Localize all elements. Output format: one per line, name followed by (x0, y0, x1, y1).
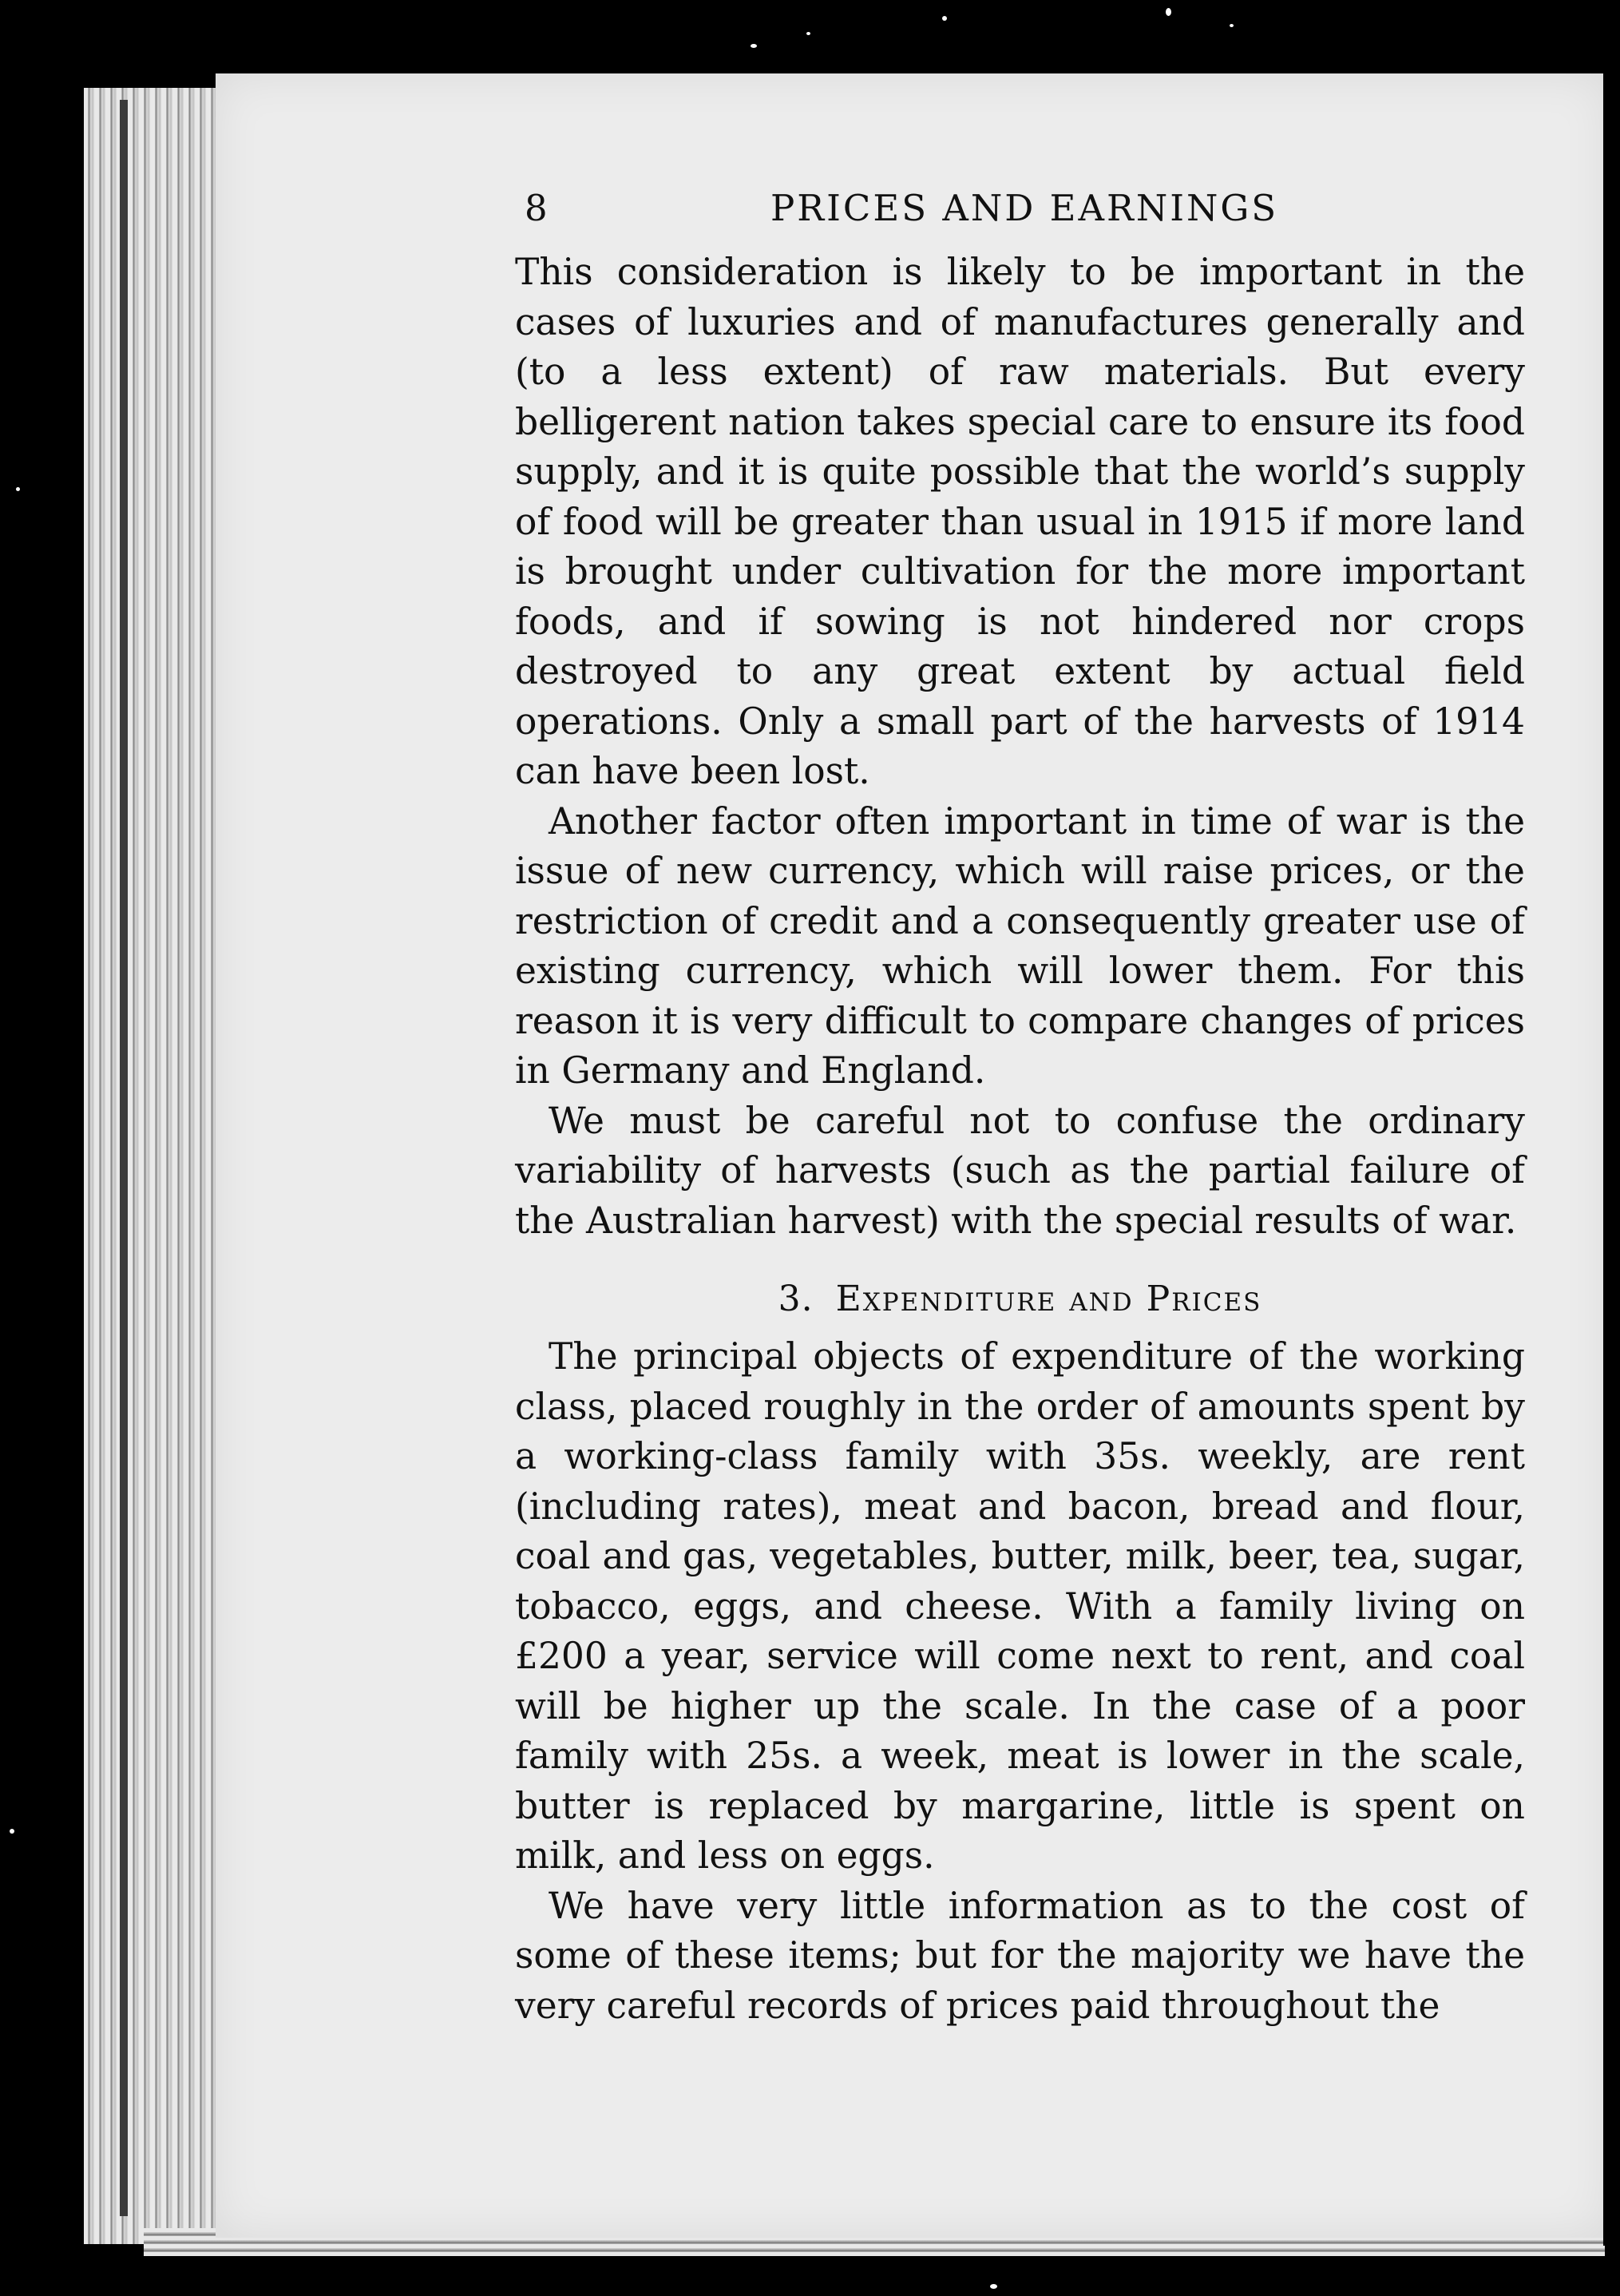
running-title: PRICES AND EARNINGS (770, 187, 1279, 229)
paragraph-5: We have very little information as to the cost of some of these items; but for the majority we have the very careful records of prices paid throughout the (515, 1884, 1525, 2027)
page-text (515, 184, 1525, 2031)
paragraph-2: Another factor often important in time of war is the issue of new currency, which will raise prices, or the restriction of credit and a consequently greater use of existing currency, which will lower them. For this reason it is very difficult to compare changes of prices in Germany and England. (515, 799, 1525, 1092)
section-number: 3. (778, 1279, 814, 1319)
paragraph-4: The principal objects of expenditure of the working class, placed roughly in the order of amounts spent by a working-class family with 35s. weekly, are rent (including rates), meat and bacon, bread and flour, coal and gas, vegetables, butter, milk, beer, tea, sugar, tobacco, eggs, and cheese. With a family living on £200 a year, service will come next to rent, and coal will be higher up the scale. In the case of a poor family with 25s. a week, meat is lower in the scale, butter is replaced by margarine, little is spent on milk, and less on eggs. (515, 1335, 1525, 1877)
page-header (515, 184, 1525, 248)
scan-border-right (1603, 73, 1620, 2246)
page-edges-left (84, 88, 220, 2244)
paragraph-3: We must be careful not to confuse the ordinary variability of harvests (such as the partial failure of the Australian harvest) with the special results of war. (515, 1099, 1525, 1242)
binding-shadow (120, 100, 128, 2216)
paragraph-1: This consideration is likely to be important in the cases of luxuries and of manufactures generally and (to a less extent) of raw materials. But every belligerent nation takes special care to ensure its food supply, and it is quite possible that the world’s supply of food will be greater than usual in 1915 if more land is brought under cultivation for the more important foods, and if sowing is not hindered nor crops destroyed to any great extent by actual field operations. Only a small part of the harvests of 1914 can have been lost. (515, 251, 1525, 792)
section-title: Expenditure and Prices (835, 1279, 1262, 1319)
page-number: 8 (525, 187, 549, 229)
section-heading (515, 1275, 1525, 1324)
